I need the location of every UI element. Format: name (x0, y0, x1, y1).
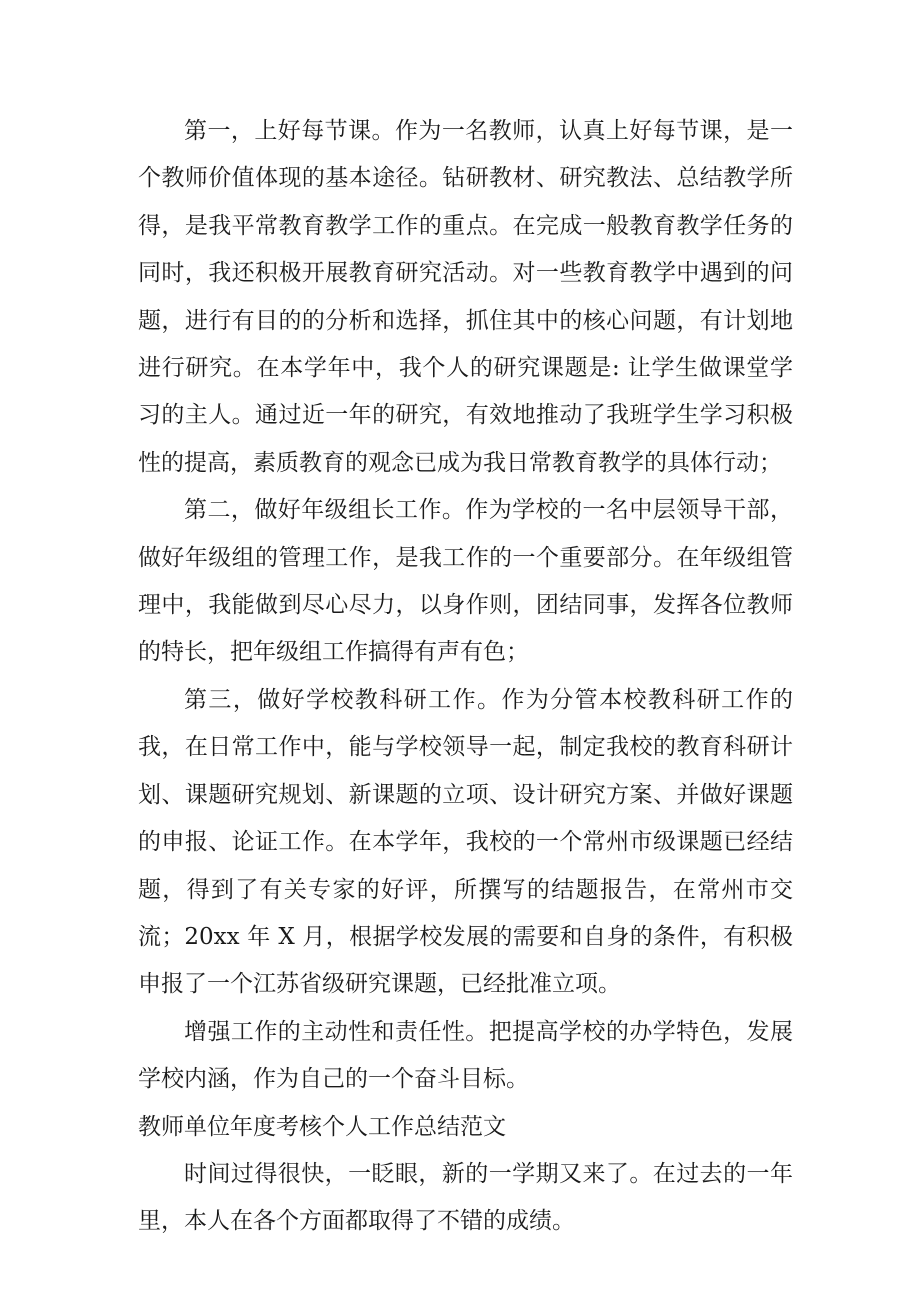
section-title: 教师单位年度考核个人工作总结范文 (138, 1113, 506, 1140)
paragraph-time-flies: 时间过得很快，一眨眼，新的一学期又来了。在过去的一年里，本人在各个方面都取得了不错的成绩。 (138, 1160, 793, 1235)
paragraph-grade-leader: 第二，做好年级组长工作。作为学校的一名中层领导干部，做好年级组的管理工作，是我工作的一个重要部分。在年级组管理中，我能做到尽心尽力，以身作则，团结同事，发挥各位教师的特长，把年级组工作搞得有声有色； (138, 497, 793, 666)
paragraph-research-work: 第三，做好学校教科研工作。作为分管本校教科研工作的我，在日常工作中，能与学校领导一起，制定我校的教育科研计划、课题研究规划、新课题的立项、设计研究方案、并做好课题的申报、论证工作。在本学年，我校的一个常州市级课题已经结题，得到了有关专家的好评，所撰写的结题报告，在常州市交流；20xx 年 X 月，根据学校发展的需要和自身的条件，有积极申报了一个江苏省级研究课题，已经批准立项。 (138, 686, 793, 998)
paragraph-initiative: 增强工作的主动性和责任性。把提高学校的办学特色，发展学校内涵，作为自己的一个奋斗目标。 (138, 1018, 793, 1093)
document-page (138, 108, 793, 1246)
paragraph-first-lesson: 第一，上好每节课。作为一名教师，认真上好每节课，是一个教师价值体现的基本途径。钻研教材、研究教法、总结教学所得，是我平常教育教学工作的重点。在完成一般教育教学任务的同时，我还积极开展教育研究活动。对一些教育教学中遇到的问题，进行有目的的分析和选择，抓住其中的核心问题，有计划地进行研究。在本学年中，我个人的研究课题是: 让学生做课堂学习的主人。通过近一年的研究，有效地推动了我班学生学习积极性的提高，素质教育的观念已成为我日常教育教学的具体行动； (138, 118, 793, 476)
